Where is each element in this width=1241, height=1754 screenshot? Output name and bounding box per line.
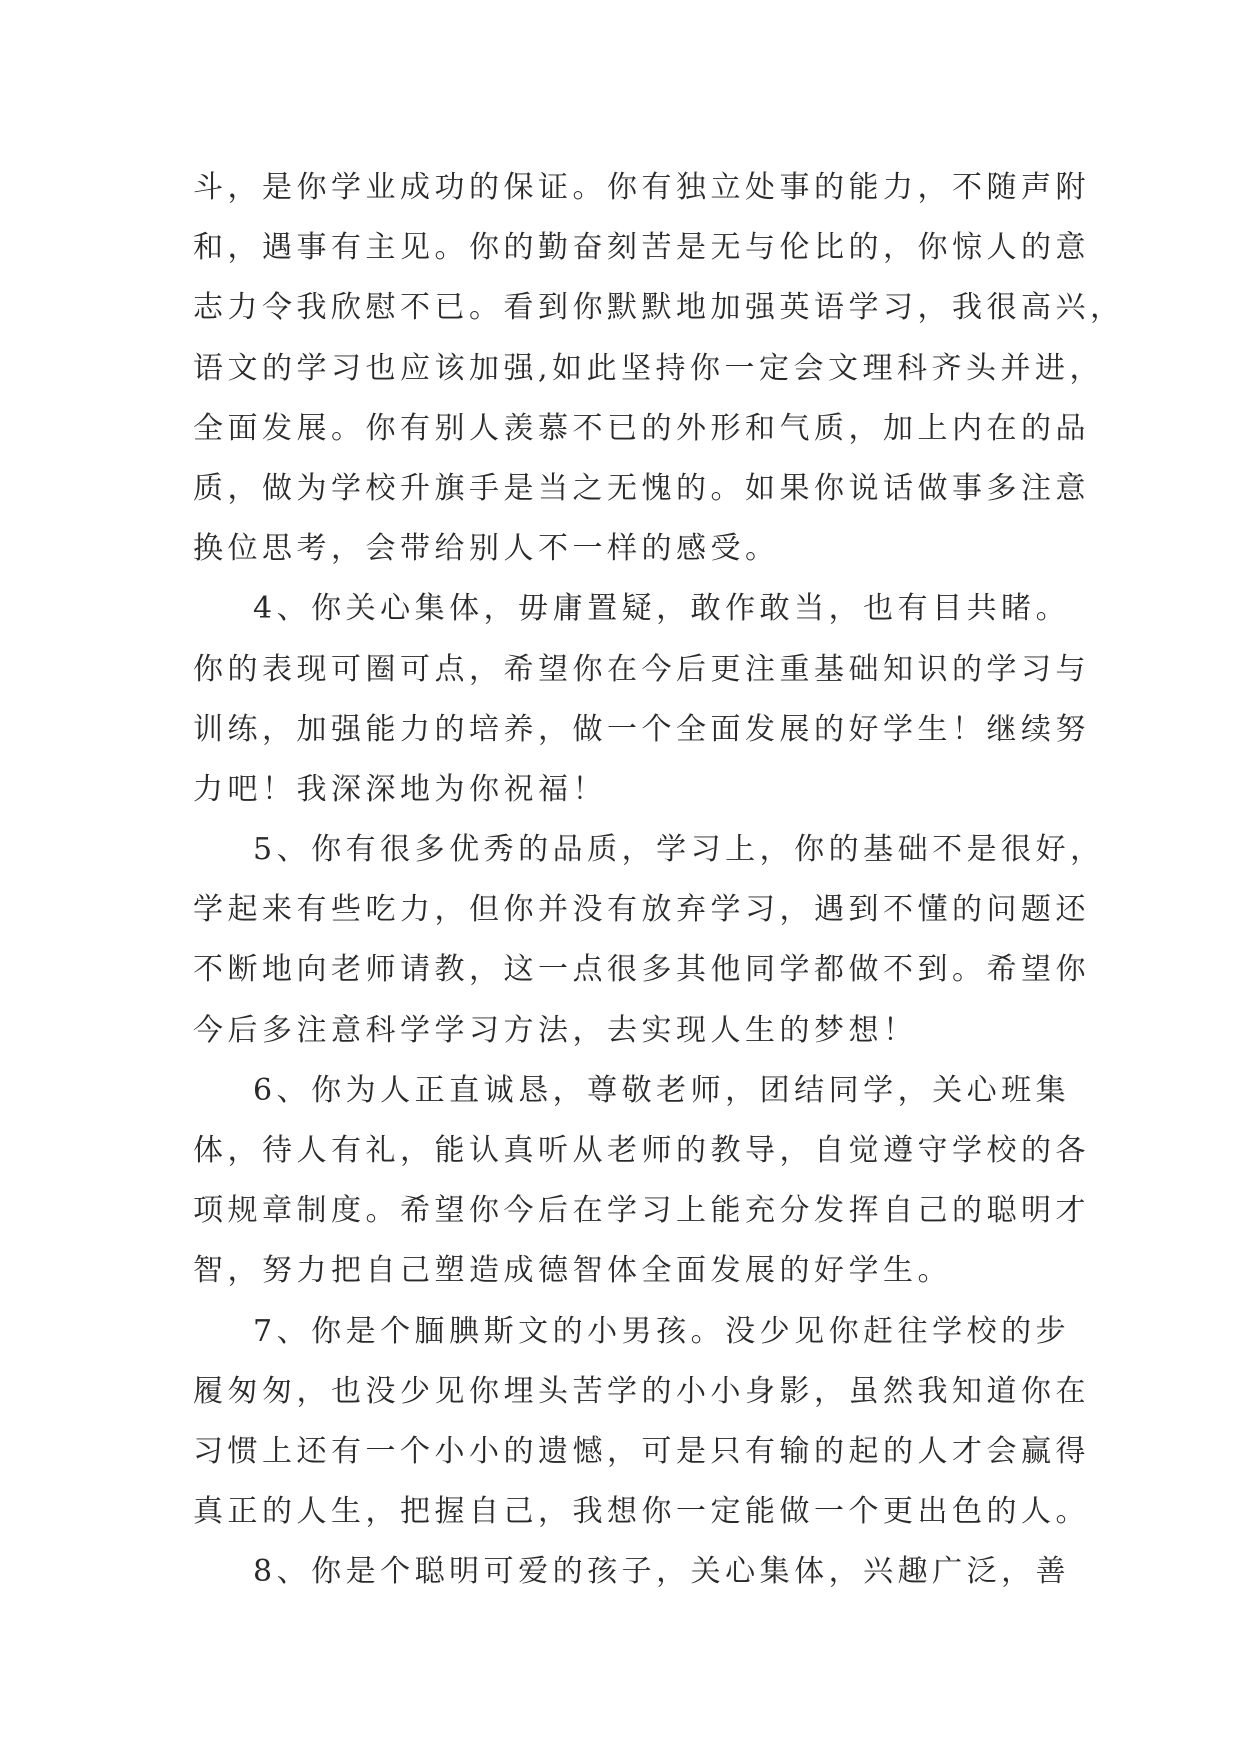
text-line: 和，遇事有主见。你的勤奋刻苦是无与伦比的，你惊人的意 <box>193 230 1090 266</box>
text-line: 志力令我欣慰不已。看到你默默地加强英语学习，我很高兴， <box>193 290 1125 326</box>
text-line: 你的表现可圈可点，希望你在今后更注重基础知识的学习与 <box>193 651 1090 687</box>
text-line: 斗，是你学业成功的保证。你有独立处事的能力，不随声附 <box>193 170 1090 205</box>
document-body <box>193 158 1125 1603</box>
text-line: 语文的学习也应该加强,如此坚持你一定会文理科齐头并进， <box>193 350 1105 386</box>
text-line: 学起来有些吃力，但你并没有放弃学习，遇到不懂的问题还 <box>193 892 1090 928</box>
text-line: 力吧！我深深地为你祝福！ <box>193 771 607 807</box>
text-line: 不断地向老师请教，这一点很多其他同学都做不到。希望你 <box>193 952 1090 988</box>
text-line: 项规章制度。希望你今后在学习上能充分发挥自己的聪明才 <box>193 1193 1090 1229</box>
paragraph-first-line: 7、你是个腼腆斯文的小男孩。没少见你赶往学校的步 <box>253 1313 1071 1349</box>
text-line: 智，努力把自己塑造成德智体全面发展的好学生。 <box>193 1253 952 1289</box>
text-line: 质，做为学校升旗手是当之无愧的。如果你说话做事多注意 <box>193 470 1090 506</box>
text-line: 换位思考，会带给别人不一样的感受。 <box>193 531 780 567</box>
paragraph-first-line: 8、你是个聪明可爱的孩子，关心集体，兴趣广泛，善 <box>253 1554 1071 1590</box>
text-line: 训练，加强能力的培养，做一个全面发展的好学生！继续努 <box>193 711 1090 747</box>
text-line: 习惯上还有一个小小的遗憾，可是只有输的起的人才会赢得 <box>193 1433 1090 1469</box>
paragraph-first-line: 6、你为人正直诚恳，尊敬老师，团结同学，关心班集 <box>253 1072 1071 1108</box>
text-line: 真正的人生，把握自己，我想你一定能做一个更出色的人。 <box>193 1494 1090 1530</box>
text-line: 履匆匆，也没少见你埋头苦学的小小身影，虽然我知道你在 <box>193 1373 1090 1409</box>
text-line: 全面发展。你有别人羡慕不已的外形和气质，加上内在的品 <box>193 410 1090 446</box>
paragraph-first-line: 4、你关心集体，毋庸置疑，敢作敢当，也有目共睹。 <box>253 591 1071 627</box>
paragraph-first-line: 5、你有很多优秀的品质，学习上，你的基础不是很好， <box>253 832 1105 868</box>
text-line: 体，待人有礼，能认真听从老师的教导，自觉遵守学校的各 <box>193 1133 1090 1168</box>
text-line: 今后多注意科学学习方法，去实现人生的梦想！ <box>193 1012 918 1048</box>
